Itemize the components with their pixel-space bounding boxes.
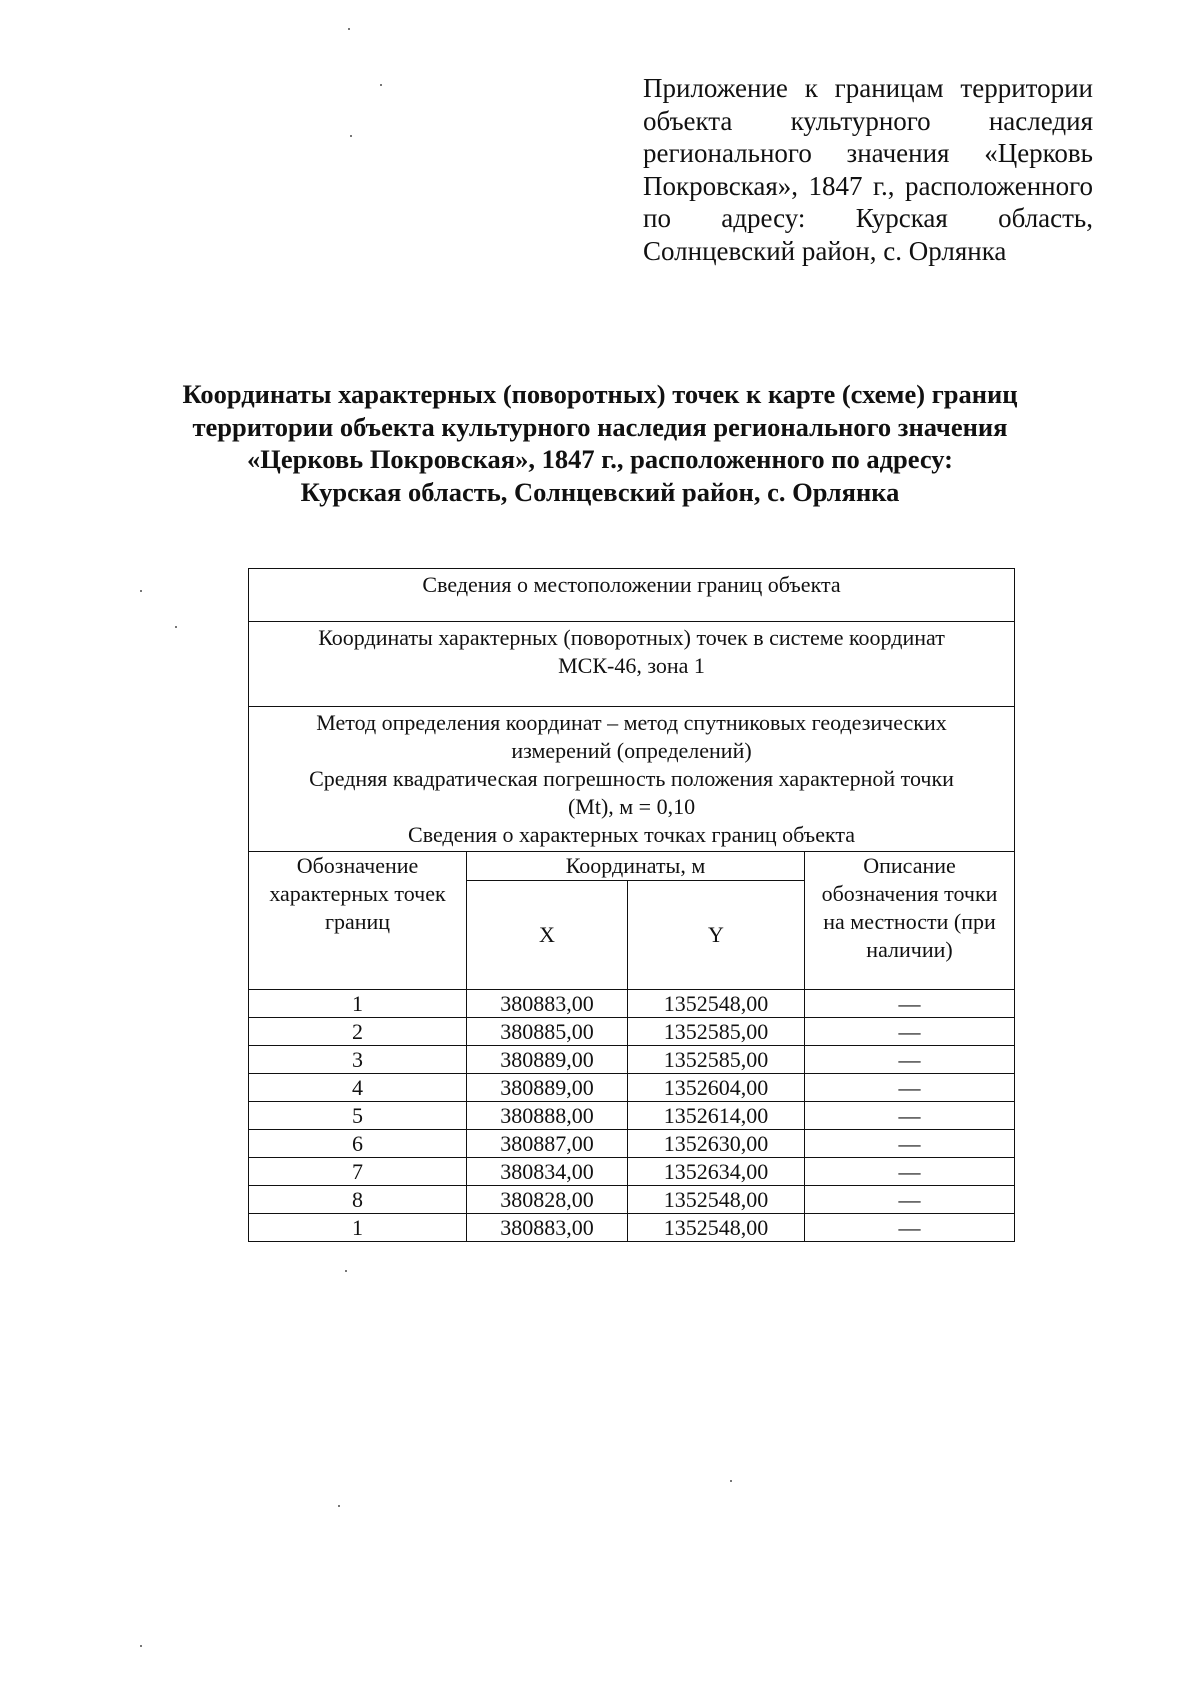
table-row <box>249 1214 1015 1242</box>
scan-speck <box>350 135 352 137</box>
section-title: Сведения о местоположении границ объекта <box>422 572 841 597</box>
table-row <box>249 1158 1015 1186</box>
x-coordinate-cell: 380889,00 <box>467 1046 628 1074</box>
description-cell: — <box>805 1046 1015 1074</box>
coordinates-table <box>248 568 1015 1242</box>
header-description: Описание обозначения точки на местности (при наличии) <box>805 852 1015 990</box>
section-title-cell <box>249 569 1015 622</box>
table-row <box>249 1074 1015 1102</box>
header-x: X <box>467 881 628 990</box>
header-y: Y <box>628 881 805 990</box>
point-number-cell: 5 <box>249 1102 467 1130</box>
table-row <box>249 990 1015 1018</box>
accuracy-line: (Mt), м = 0,10 <box>567 794 696 819</box>
description-cell: — <box>805 1018 1015 1046</box>
y-coordinate-cell: 1352604,00 <box>628 1074 805 1102</box>
y-coordinate-cell: 1352630,00 <box>628 1130 805 1158</box>
y-coordinate-cell: 1352548,00 <box>628 1186 805 1214</box>
scan-speck <box>140 1645 142 1647</box>
table-row <box>249 1130 1015 1158</box>
title-line: Курская область, Солнцевский район, с. Орлянка <box>300 476 900 507</box>
table-row <box>249 1102 1015 1130</box>
header-coordinates: Координаты, м <box>467 852 805 881</box>
x-coordinate-cell: 380834,00 <box>467 1158 628 1186</box>
point-number-cell: 6 <box>249 1130 467 1158</box>
point-number-cell: 2 <box>249 1018 467 1046</box>
table-row <box>249 1018 1015 1046</box>
point-number-cell: 8 <box>249 1186 467 1214</box>
coordinate-system-zone: МСК-46, зона 1 <box>558 653 705 678</box>
table-row <box>249 1046 1015 1074</box>
y-coordinate-cell: 1352614,00 <box>628 1102 805 1130</box>
table-body <box>249 990 1015 1242</box>
x-coordinate-cell: 380883,00 <box>467 1214 628 1242</box>
y-coordinate-cell: 1352585,00 <box>628 1018 805 1046</box>
scan-speck <box>348 28 350 30</box>
y-coordinate-cell: 1352634,00 <box>628 1158 805 1186</box>
point-number-cell: 4 <box>249 1074 467 1102</box>
document-title <box>160 378 1040 508</box>
x-coordinate-cell: 380888,00 <box>467 1102 628 1130</box>
description-cell: — <box>805 1186 1015 1214</box>
point-number-cell: 7 <box>249 1158 467 1186</box>
title-line: территории объекта культурного наследия регионального значения <box>192 411 1008 442</box>
description-cell: — <box>805 990 1015 1018</box>
x-coordinate-cell: 380889,00 <box>467 1074 628 1102</box>
x-coordinate-cell: 380883,00 <box>467 990 628 1018</box>
x-coordinate-cell: 380828,00 <box>467 1186 628 1214</box>
scan-speck <box>338 1505 340 1507</box>
x-coordinate-cell: 380887,00 <box>467 1130 628 1158</box>
coordinate-system-line: Координаты характерных (поворотных) точек в системе координат <box>318 625 945 650</box>
header-designation: Обозначение характерных точек границ <box>249 852 467 990</box>
point-number-cell: 1 <box>249 1214 467 1242</box>
scan-speck <box>730 1480 732 1482</box>
point-number-cell: 3 <box>249 1046 467 1074</box>
y-coordinate-cell: 1352585,00 <box>628 1046 805 1074</box>
description-cell: — <box>805 1158 1015 1186</box>
description-cell: — <box>805 1214 1015 1242</box>
accuracy-line: Средняя квадратическая погрешность положения характерной точки <box>309 766 954 791</box>
description-cell: — <box>805 1130 1015 1158</box>
y-coordinate-cell: 1352548,00 <box>628 1214 805 1242</box>
method-line: Метод определения координат – метод спутниковых геодезических <box>316 710 947 735</box>
title-line: «Церковь Покровская», 1847 г., расположенного по адресу: <box>247 444 953 474</box>
scan-speck <box>345 1270 347 1272</box>
description-cell: — <box>805 1102 1015 1130</box>
method-line: измерений (определений) <box>511 738 752 763</box>
coordinate-system-cell <box>249 622 1015 707</box>
title-line: Координаты характерных (поворотных) точек к карте (схеме) границ <box>182 379 1018 409</box>
table-row <box>249 1186 1015 1214</box>
scan-speck <box>175 626 177 628</box>
x-coordinate-cell: 380885,00 <box>467 1018 628 1046</box>
y-coordinate-cell: 1352548,00 <box>628 990 805 1018</box>
method-cell <box>249 707 1015 852</box>
appendix-note: Приложение к границам территории объекта культурного наследия регионального значения «Церковь Покровская», 1847 г., расположенного по адресу: Курская область, Солнцевский район, с. Орлянка <box>643 73 1093 266</box>
scan-speck <box>140 590 142 592</box>
point-number-cell: 1 <box>249 990 467 1018</box>
description-cell: — <box>805 1074 1015 1102</box>
scan-speck <box>380 84 382 86</box>
points-title: Сведения о характерных точках границ объекта <box>408 822 855 847</box>
